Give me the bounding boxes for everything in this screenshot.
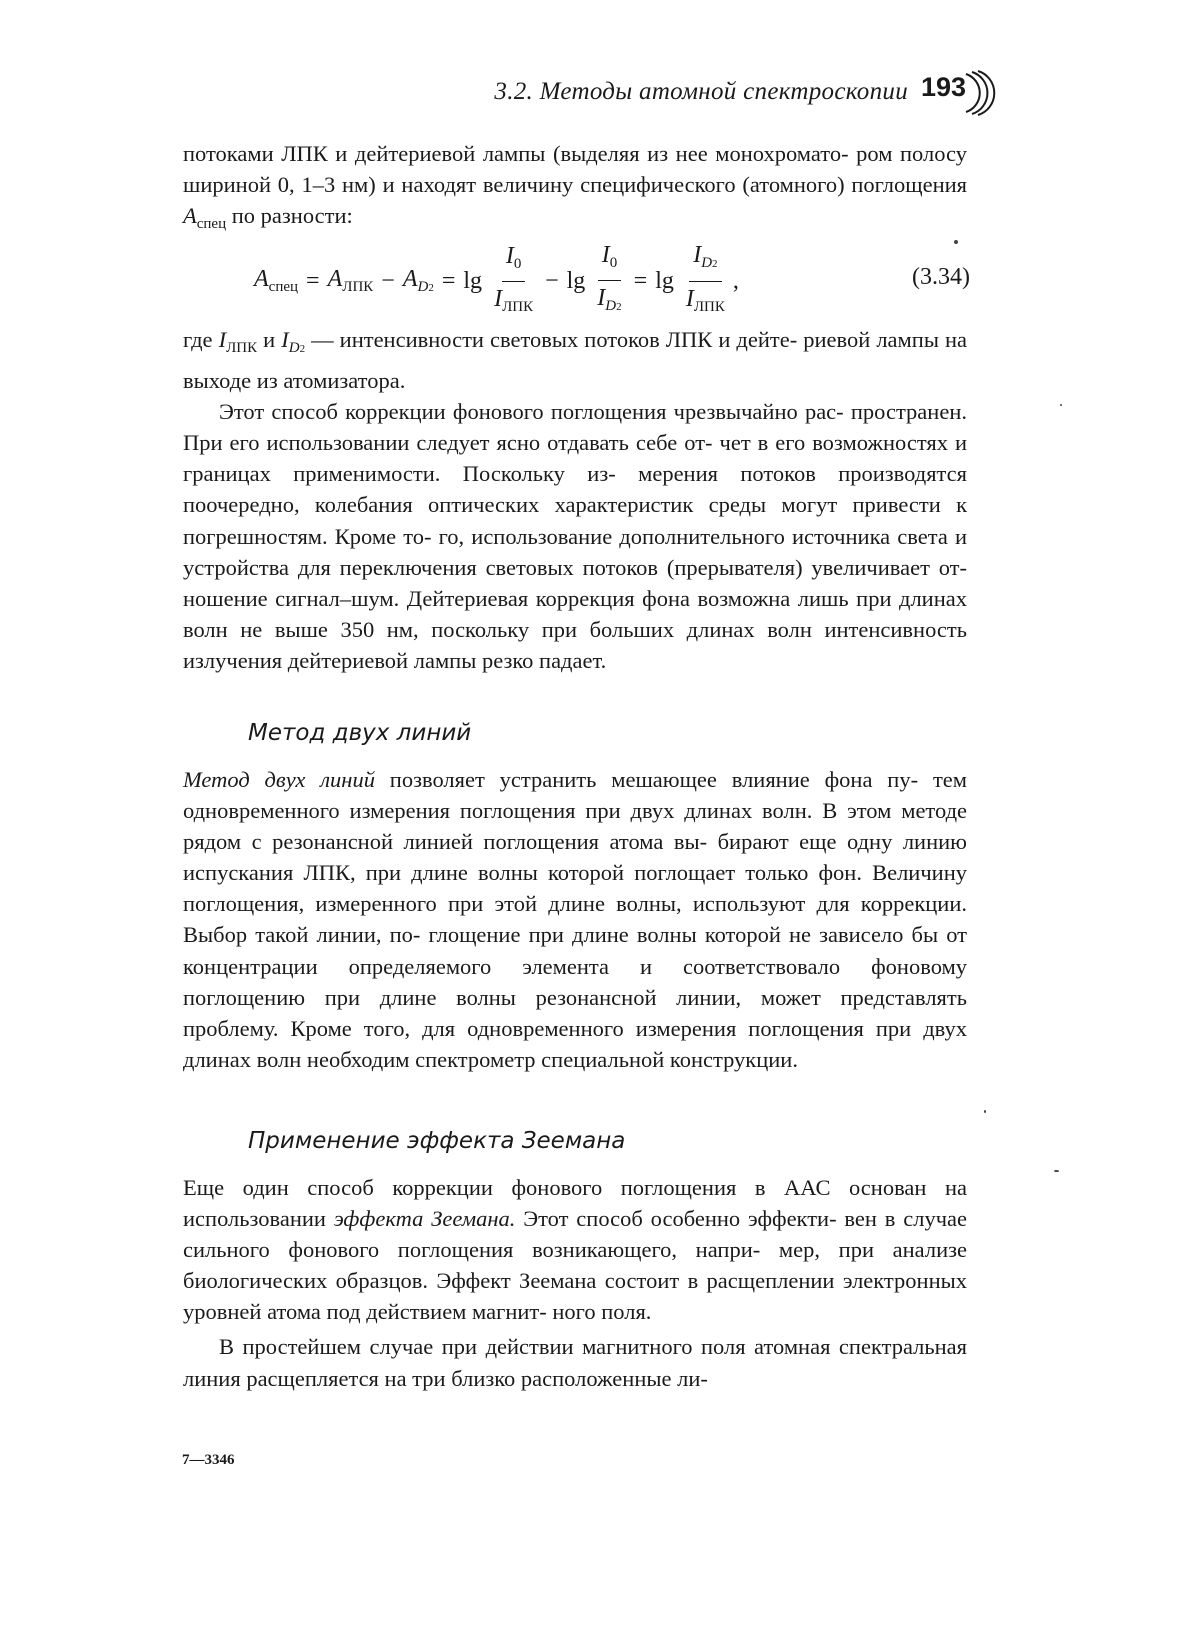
page-number-arcs-icon	[960, 70, 1000, 116]
signature-code: 7—3346	[182, 1452, 235, 1468]
scan-speck	[954, 240, 958, 244]
running-header	[180, 70, 1000, 114]
subheading-zeeman-effect: Применение эффекта Зеемана	[248, 1128, 626, 1154]
equation-3-34	[250, 244, 970, 318]
subheading-two-line-method: Метод двух линий	[248, 720, 472, 746]
paragraph: Еще один способ коррекции фонового поглощения в ААС основан на использовании эффекта Зеемана. Этот способ особенно эффекти- вен в случае сильного фонового поглощения возникающего, напри- мер, при анализе биологических образцов. Эффект Зеемана состоит в расщеплении электронных уровней атома под действием магнит- ного поля.	[183, 1175, 967, 1325]
paragraph: где $I_{ЛПК}$ и $I_{D2}$ — интенсивности световых потоков ЛПК и дейте- риевой лампы на выходе из атомизатора.	[183, 327, 967, 394]
fraction-2: $\frac{I_0}{I_{D2}}$	[597, 242, 622, 314]
header-title: 3.2. Методы атомной спектроскопии	[494, 78, 908, 105]
page-number: 193	[920, 72, 966, 102]
text-block-two-line-method	[183, 764, 967, 1075]
text-block-zeeman	[183, 1172, 967, 1394]
fraction-1: $\frac{I_0}{I_{ЛПК}}$	[494, 242, 534, 315]
scan-speck	[1060, 404, 1062, 406]
fraction-3: $\frac{I_{D2}}{I_{ЛПК}}$	[685, 242, 725, 315]
paragraph: Метод двух линий позволяет устранить мешающее влияние фона пу- тем одновременного измерения поглощения при двух длинах волн. В этом методе рядом с резонансной линией поглощения атома вы- бирают еще одну линию испускания ЛПК, при длине волны которой поглощает только фон. Величину поглощения, измеренного при этой длине волны, используют для коррекции. Выбор такой линии, по- глощение при длине волны которой не зависело бы от концентрации определяемого элемента и соответствовало фоновому поглощению при длине волны резонансной линии, может представлять проблему. Кроме того, для одновременного измерения поглощения при двух длинах волн необходим спектрометр специальной конструкции.	[183, 767, 967, 1072]
scan-speck	[1054, 1170, 1059, 1172]
paragraph: Этот способ коррекции фонового поглощения чрезвычайно рас- пространен. При его использовании следует ясно отдавать себе от- чет в его возможностях и границах применимости. Поскольку из- мерения потоков производятся поочередно, колебания оптических характеристик среды могут привести к погрешностям. Кроме то- го, использование дополнительного источника света и устройства для переключения световых потоков (прерывателя) увеличивает от- ношение сигнал–шум. Дейтериевая коррекция фона возможна лишь при длинах волн не выше 350 нм, поскольку при больших длинах волн интенсивность излучения дейтериевой лампы резко падает.	[183, 399, 967, 673]
equation-body: $A_{спец}$ = $A_{ЛПК}$ − $A_{D2}$ = lg $\frac{I_0}{I_{ЛПК}}$ − lg $\frac{I_0}{I_{D2}}$ = lg $\frac{I_{D2}}{I_{ЛПК}}$ ,	[250, 244, 739, 318]
paragraph: В простейшем случае при действии магнитного поля атомная спектральная линия расщепляется на три близко расположенные ли-	[183, 1334, 967, 1391]
equation-number: (3.34)	[912, 264, 970, 290]
text-block-intro	[183, 138, 967, 240]
text-block-deuterium	[183, 324, 967, 676]
scan-speck	[984, 1110, 986, 1113]
paragraph: потоками ЛПК и дейтериевой лампы (выделяя из нее монохромато- ром полосу шириной 0, 1–3 нм) и находят величину специфического (атомного) поглощения $A_{спец}$ по разности:	[183, 141, 967, 233]
